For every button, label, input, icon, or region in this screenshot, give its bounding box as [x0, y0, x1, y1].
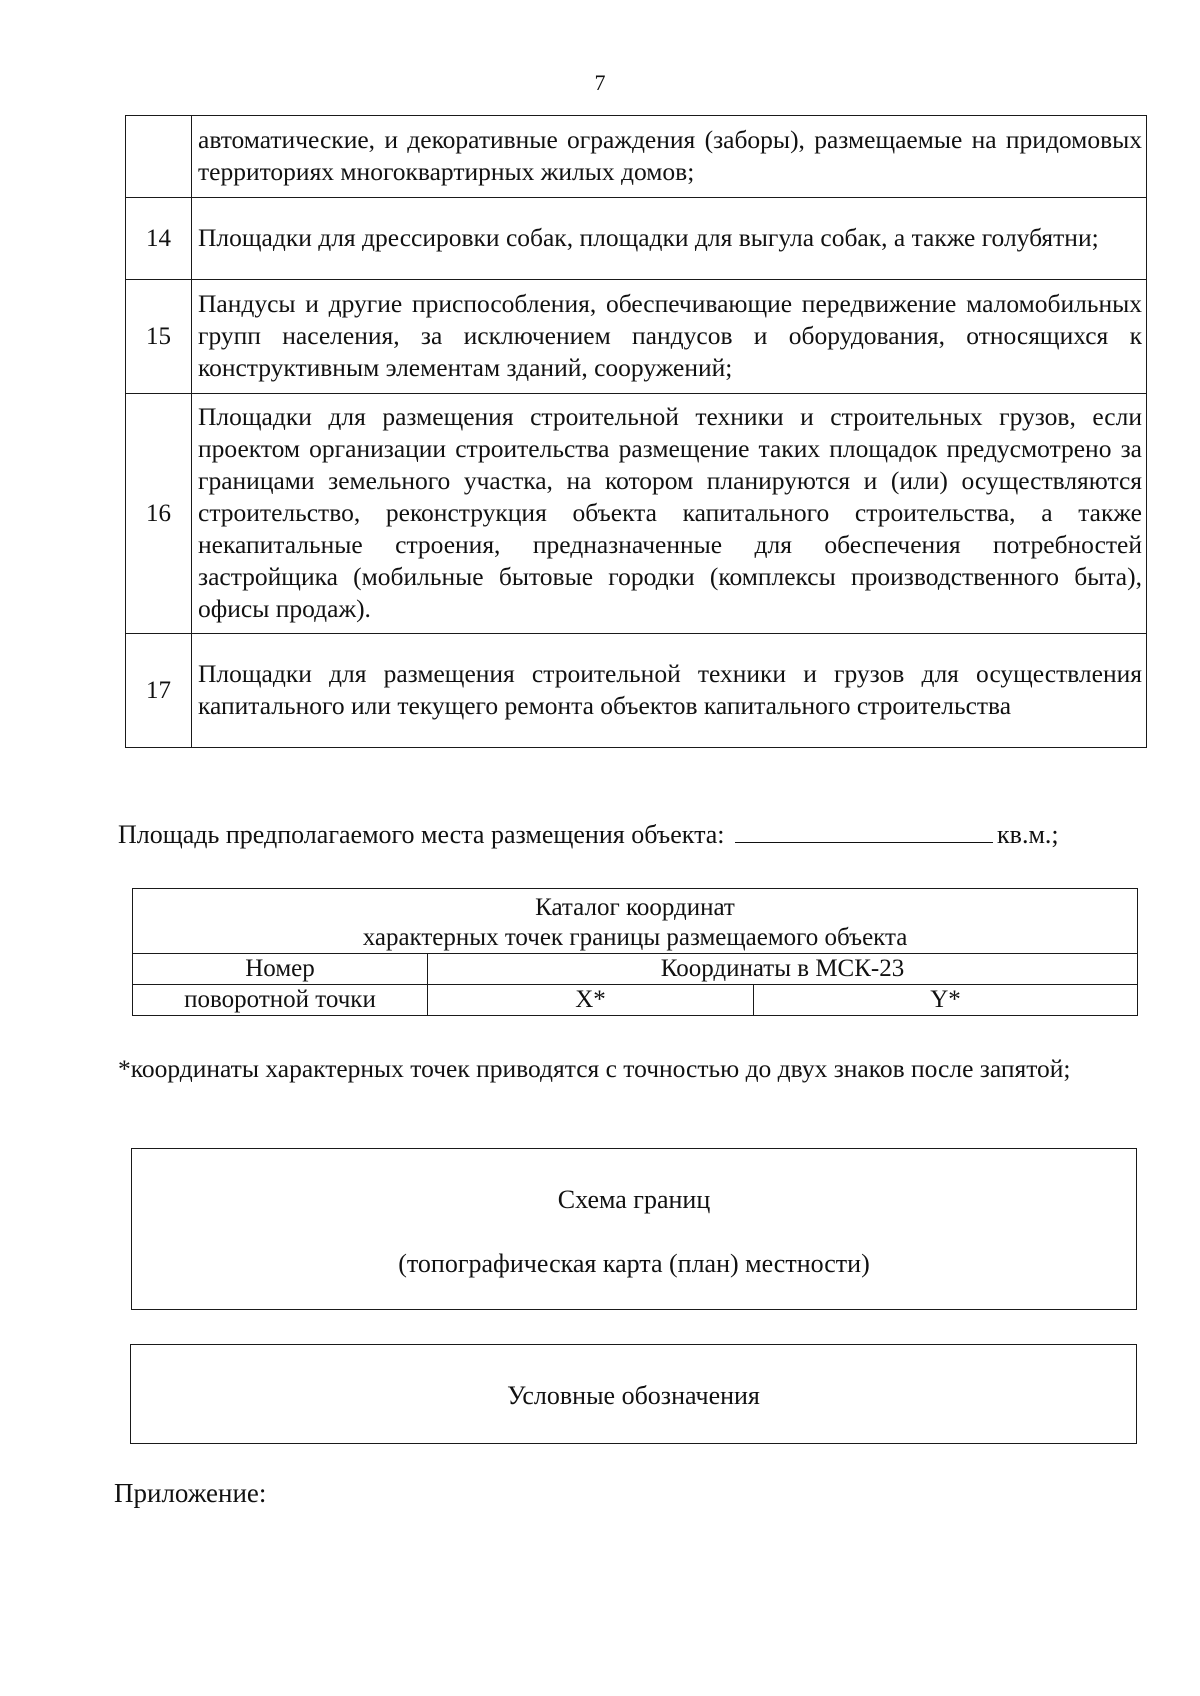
area-line — [118, 820, 1059, 850]
catalog-title-line2: характерных точек границы размещаемого объекта — [362, 924, 908, 951]
catalog-subheader-row — [133, 985, 1138, 1016]
row-number: 17 — [126, 634, 192, 748]
row-number — [126, 116, 192, 198]
catalog-title — [133, 889, 1138, 954]
row-number: 15 — [126, 280, 192, 394]
catalog-header-row — [133, 954, 1138, 985]
scheme-title: Схема границ — [557, 1185, 711, 1214]
table-row — [126, 394, 1147, 634]
row-number: 14 — [126, 198, 192, 280]
area-label: Площадь предполагаемого места размещения объекта: — [118, 820, 725, 849]
point-number-header: Номер — [133, 954, 428, 985]
row-description: Площадки для дрессировки собак, площадки для выгула собак, а также голубятни; — [192, 198, 1147, 280]
table-row — [126, 116, 1147, 198]
legend-title: Условные обозначения — [507, 1381, 760, 1410]
table-row — [126, 634, 1147, 748]
area-unit: кв.м.; — [997, 820, 1059, 849]
coordinates-catalog-table — [132, 888, 1138, 1016]
objects-table — [125, 115, 1147, 748]
y-header: Y* — [754, 985, 1138, 1016]
coords-header: Координаты в МСК-23 — [428, 954, 1138, 985]
row-description: Площадки для размещения строительной техники и строительных грузов, если проектом организации строительства размещение таких площадок предусмотрено за границами земельного участка, на котором планируются и (или) осуществляются строительство, реконструкция объекта капитального строительства, а также некапитальные строения, предназначенные для обеспечения потребностей застройщика (мобильные бытовые городки (комплексы производственного быта), офисы продаж). — [192, 394, 1147, 634]
x-header: X* — [428, 985, 754, 1016]
row-description: автоматические, и декоративные ограждения (заборы), размещаемые на придомовых территориях многоквартирных жилых домов; — [192, 116, 1147, 198]
table-row — [126, 198, 1147, 280]
scheme-subtitle: (топографическая карта (план) местности) — [398, 1249, 870, 1278]
row-description: Пандусы и другие приспособления, обеспечивающие передвижение маломобильных групп населения, за исключением пандусов и оборудования, относящихся к конструктивным элементам зданий, сооружений; — [192, 280, 1147, 394]
catalog-title-row — [133, 889, 1138, 954]
legend-box — [130, 1344, 1137, 1444]
row-description: Площадки для размещения строительной техники и грузов для осуществления капитального или текущего ремонта объектов капитального строительства — [192, 634, 1147, 748]
row-number: 16 — [126, 394, 192, 634]
table-row — [126, 280, 1147, 394]
page-number: 7 — [594, 70, 606, 95]
boundary-scheme-box — [131, 1148, 1137, 1310]
catalog-title-line1: Каталог координат — [535, 894, 735, 921]
area-blank-field[interactable] — [735, 822, 993, 843]
footnote: *координаты характерных точек приводятся с точностью до двух знаков после запятой; — [118, 1054, 1071, 1083]
point-number-header-line2: поворотной точки — [133, 985, 428, 1016]
appendix-label: Приложение: — [114, 1478, 267, 1508]
